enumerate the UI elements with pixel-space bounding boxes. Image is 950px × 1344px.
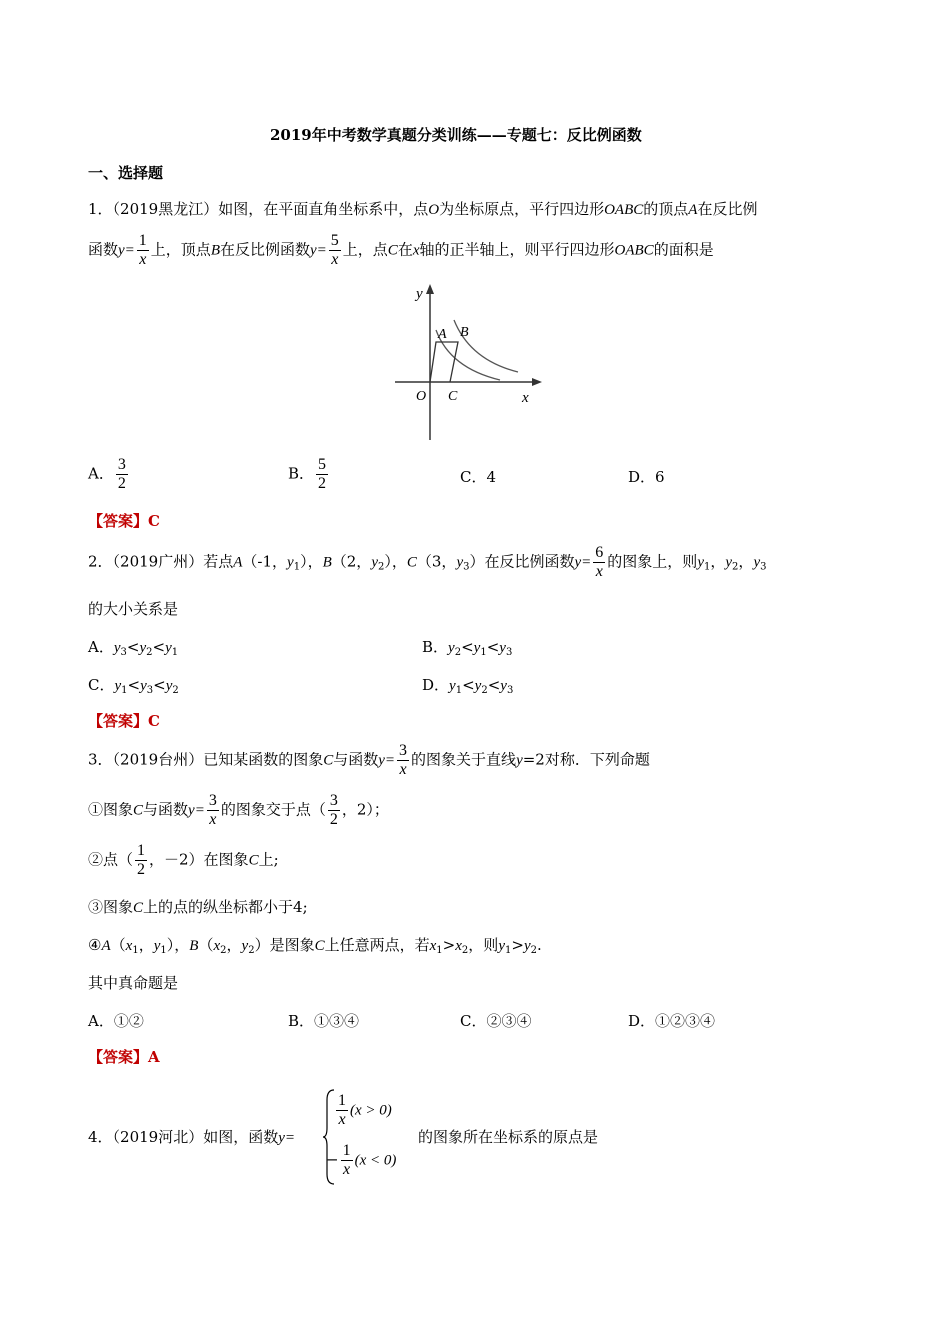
q3-statement-2: ②点（ $\frac{1}{2}$ ，－2）在图象C上; [88, 842, 279, 878]
q3-option-c[interactable]: C．②③④ [460, 1012, 532, 1030]
q3-line1: 3．（2019台州）已知某函数的图象C与函数y= $\frac{3}{x}$ 的图象关于直线y=2对称．下列命题 [88, 742, 650, 778]
q3-statement-3: ③图象C上的点的纵坐标都小于4; [88, 898, 308, 916]
q4-text-end: 的图象所在坐标系的原点是 [418, 1128, 599, 1146]
q2-option-d[interactable]: D．$y_1<y_2<y_3$ [422, 676, 514, 696]
parallelogram-oabc [430, 342, 458, 382]
q4-text: 4．（2019河北）如图，函数y= [88, 1128, 296, 1146]
q2-answer: 【答案】C [88, 712, 160, 730]
q4-case-2: − $\frac{1}{x}$ (x < 0) [326, 1142, 397, 1178]
x-axis-arrow [532, 378, 542, 386]
fig-label-c: C [448, 389, 458, 404]
q3-question: 其中真命题是 [88, 974, 179, 992]
q1-option-a[interactable]: A． $\frac{3}{2}$ [88, 456, 126, 492]
fig-label-b: B [460, 325, 469, 340]
q3-statement-1: ①图象C与函数y= $\frac{3}{x}$ 的图象交于点（ $\frac{3}{2}$ ，2）； [88, 792, 389, 828]
q1-line1: 1．（2019黑龙江）如图，在平面直角坐标系中，点O为坐标原点，平行四边形OABC的顶点A在反比例 [88, 200, 758, 218]
fig-label-y: y [416, 286, 423, 302]
q1-option-c[interactable]: C．4 [460, 468, 497, 486]
y-axis-arrow [426, 284, 434, 294]
fig-label-o: O [416, 389, 427, 404]
section-heading: 一、选择题 [88, 164, 164, 182]
q1-figure [390, 280, 550, 442]
q2-line1: 2．（2019广州）若点A（-1，$y_1$），B（2，$y_2$），C（3，$y_3$）在反比例函数y= $\frac{6}{x}$ 的图象上，则$y_1$，$y_2$，$y_3$ [88, 544, 767, 580]
q3-option-b[interactable]: B．①③④ [288, 1012, 360, 1030]
q4-case-1: $\frac{1}{x}$ (x > 0) [338, 1092, 392, 1128]
fig-label-a: A [438, 327, 447, 342]
q1-option-d[interactable]: D．6 [628, 468, 665, 486]
q2-option-b[interactable]: B．$y_2<y_1<y_3$ [422, 638, 513, 658]
q2-line2: 的大小关系是 [88, 600, 179, 618]
q3-answer: 【答案】A [88, 1048, 160, 1066]
q3-statement-4: $④A(x_1$，$y_1$），$B(x_2$，$y_2$）是图象C上任意两点，若$x_1>x_2$，则$y_1>y_2$. [88, 936, 542, 956]
page-title: 2019年中考数学真题分类训练——专题七：反比例函数 [270, 126, 642, 144]
fig-label-x: x [522, 390, 529, 406]
q1-answer: 【答案】C [88, 512, 160, 530]
q2-option-a[interactable]: A．$y_3<y_2<y_1$ [88, 638, 179, 658]
q1-line2: 函数y= $\frac{1}{x}$ 上，顶点B在反比例函数y= $\frac{5}{x}$ 上，点C在x轴的正半轴上，则平行四边形OABC的面积是 [88, 232, 714, 268]
q1-option-b[interactable]: B． $\frac{5}{2}$ [288, 456, 327, 492]
q2-option-c[interactable]: C．$y_1<y_3<y_2$ [88, 676, 179, 696]
q3-option-d[interactable]: D．①②③④ [628, 1012, 716, 1030]
q3-option-a[interactable]: A．①② [88, 1012, 144, 1030]
